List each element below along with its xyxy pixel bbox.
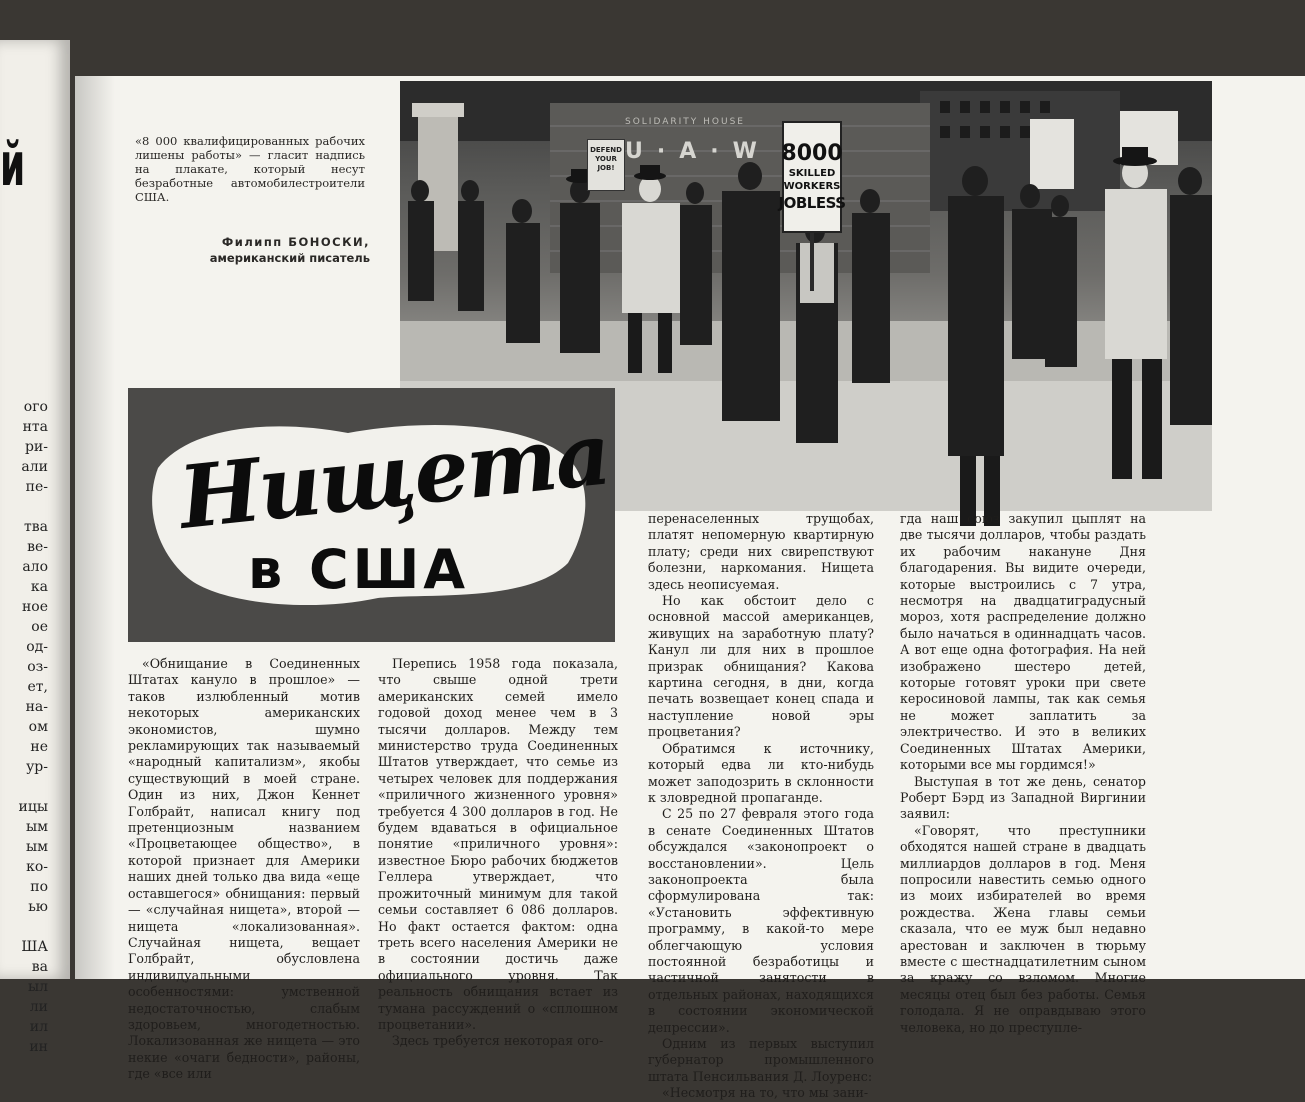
previous-page-line-fragment: на- <box>25 699 48 715</box>
title-line-2: в США <box>248 538 470 601</box>
previous-page-line-fragment: по <box>30 879 48 895</box>
previous-page-line-fragment: али <box>21 459 48 475</box>
previous-page-line-fragment: ко- <box>26 859 48 875</box>
previous-page-line-fragment: ин <box>29 1039 48 1055</box>
wall-sign-uaw: U·A·W <box>625 139 771 164</box>
previous-page-line-fragment: ил <box>29 1019 48 1035</box>
previous-page-line-fragment: ицы <box>18 799 48 815</box>
previous-page-line-fragment: нта <box>22 419 48 435</box>
article-paragraph: Перепись 1958 года показала, что свыше одной трети американских семей имело годовой доход менее чем в 3 тысячи долларов. Между тем министерство труда Соединенных Штатов утверждает, что семье из четырех человек для поддержания «приличного жизненного уровня» требуется 4 300 долларов в год. Не будем вдаваться в официальное понятие «приличного уровня»: известное Бюро рабочих бюджетов Геллера утверждает, что прожиточный минимум для такой семьи составляет 6 086 долларов. Но факт остается фактом: одна треть всего населения Америки не в состоянии достичь даже официального уровня. Так реальность обнищания встает из тумана рассуждений о «сплошном процветании». <box>378 656 618 1032</box>
placard-line: DEFEND <box>590 146 622 154</box>
previous-page-line-fragment: ур- <box>26 759 48 775</box>
picket-sign-line: SKILLED <box>788 168 836 179</box>
previous-page-text-fragments <box>0 397 48 1057</box>
previous-page-line-fragment: ало <box>22 559 48 575</box>
photo-caption: «8 000 квалифицированных рабочих лишены работы» — гласит надпись на плакате, который несут безработные автомобилестроители США. <box>135 134 365 204</box>
previous-page-line-fragment: оз- <box>27 659 48 675</box>
previous-page-line-fragment: ью <box>28 899 48 915</box>
wall-inscription: SOLIDARITY HOUSE <box>625 117 745 127</box>
previous-page-line-fragment: ное <box>21 599 48 615</box>
article-paragraph: «Говорят, что преступники обходятся нашей стране в двадцать миллиардов долларов в год. Меня попросили навестить семью одного из моих избирателей во время рождества. Жена главы семьи сказала, что ее муж был недавно арестован и заключен в тюрьму вместе с шестнадцатилетним сыном за кражу со взломом. Многие месяцы отец был без работы. Семья голодала. Я не оправдываю этого человека, но до преступле- <box>900 822 1146 1035</box>
previous-page-line-fragment: ли <box>29 999 48 1015</box>
previous-page-line-fragment: не <box>30 739 48 755</box>
previous-page-line-fragment: ве- <box>27 539 48 555</box>
previous-page-line-fragment: ое <box>31 619 48 635</box>
title-artwork <box>128 388 615 642</box>
previous-page-line-fragment: пе- <box>25 479 48 495</box>
article-paragraph: гда наш союз закупил цыплят на две тысячи долларов, чтобы раздать их рабочим накануне Дня благодарения. Вы видите очереди, которые выстроились с 7 утра, несмотря на двадцатиградусный мороз, хотя распределение должно было начаться в одиннадцать часов. А вот еще одна фотография. На ней изображено шестеро детей, которые готовят уроки при свете керосиновой лампы, так как семья не может заплатить за электричество. И это в великих Соединенных Штатах Америки, которыми все мы гордимся!» <box>900 511 1146 773</box>
title-line-1: Нищета <box>174 403 614 549</box>
previous-page-line-fragment: ри- <box>24 439 48 455</box>
previous-page-edge <box>0 40 70 1055</box>
picket-sign-number: 8000 <box>781 141 843 166</box>
article-paragraph: Обратимся к источнику, который едва ли кто-нибудь может заподозрить в склонности к зловредной пропаганде. <box>648 740 874 805</box>
author-name: Филипп БОНОСКИ, <box>221 235 370 249</box>
magazine-page <box>75 76 1305 1101</box>
previous-page-line-fragment: ым <box>25 839 48 855</box>
previous-page-line-fragment <box>0 777 48 797</box>
author-byline <box>170 234 370 266</box>
article-paragraph: Одним из первых выступил губернатор промышленного штата Пенсильвания Д. Лоуренс: <box>648 1036 874 1084</box>
previous-page-line-fragment: ША <box>21 939 48 955</box>
article-paragraph: «Несмотря на то, что мы зани- <box>662 1085 869 1101</box>
article-paragraph: Выступая в тот же день, сенатор Роберт Бэрд из Западной Виргинии заявил: <box>900 773 1146 822</box>
article-paragraph: С 25 по 27 февраля этого года в сенате Соединенных Штатов обсуждался «законопроект о восстановлении». Цель законопроекта была сформулирована так: «Установить эффективную программу, в какой-то мере облегчающую условия постоянной безработицы и частичной занятости в отдельных районах, находящихся в состоянии экономической депрессии». <box>648 806 874 1035</box>
defend-your-job-placard <box>587 139 625 191</box>
text-column-4 <box>900 511 1146 1036</box>
picket-sign-line: JOBLESS <box>778 194 846 212</box>
text-column-1 <box>128 656 360 1083</box>
article-paragraph: Но как обстоит дело с основной массой американцев, живущих на заработную плату? Канул ли для них в прошлое призрак обнищания? Какова картина сегодня, в дни, когда печать возвещает конец спада и наступление новой эры процветания? <box>648 593 874 740</box>
author-role: американский писатель <box>209 251 370 265</box>
previous-page-title-fragment: й <box>0 130 26 200</box>
previous-page-line-fragment <box>0 497 48 517</box>
jobless-picket-sign <box>778 121 846 233</box>
text-column-3 <box>648 511 874 1102</box>
placard-line: YOUR <box>595 155 617 163</box>
previous-page-line-fragment: ет, <box>27 679 48 695</box>
previous-page-line-fragment: ва <box>31 959 48 975</box>
previous-page-line-fragment: ом <box>28 719 48 735</box>
previous-page-line-fragment: ка <box>30 579 48 595</box>
article-title-block <box>128 388 615 642</box>
picket-sign-line: WORKERS <box>783 181 841 192</box>
previous-page-line-fragment: тва <box>24 519 48 535</box>
previous-page-line-fragment <box>0 917 48 937</box>
text-column-2 <box>378 656 618 1050</box>
article-paragraph: «Обнищание в Соединенных Штатах кануло в прошлое» — таков излюбленный мотив некоторых американских экономистов, шумно рекламирующих так называемый «народный капитализм», якобы существующий в моей стране. Один из них, Джон Кеннет Голбрайт, написал книгу под претенциозным названием «Процветающее общество», в которой признает для Америки наших дней только два вида «еще оставшегося» обнищания: первый — «случайная нищета», второй — нищета «локализованная». Случайная нищета, вещает Голбрайт, обусловлена индивидуальными особенностями: умственной недостаточностью, слабым здоровьем, многодетностью. Локализованная же нищета — это некие «очаги бедности», районы, где «все или <box>128 656 360 1082</box>
article-paragraph: перенаселенных трущобах, платят непомерную квартирную плату; среди них свирепствуют болезни, наркомания. Нищета здесь неописуемая. <box>648 511 874 592</box>
previous-page-line-fragment: ого <box>23 399 48 415</box>
previous-page-line-fragment: ым <box>25 819 48 835</box>
previous-page-line-fragment: од- <box>26 639 48 655</box>
previous-page-line-fragment: ыл <box>27 979 48 995</box>
article-paragraph: Здесь требуется некоторая ого- <box>392 1033 604 1049</box>
placard-line: JOB! <box>597 164 615 172</box>
